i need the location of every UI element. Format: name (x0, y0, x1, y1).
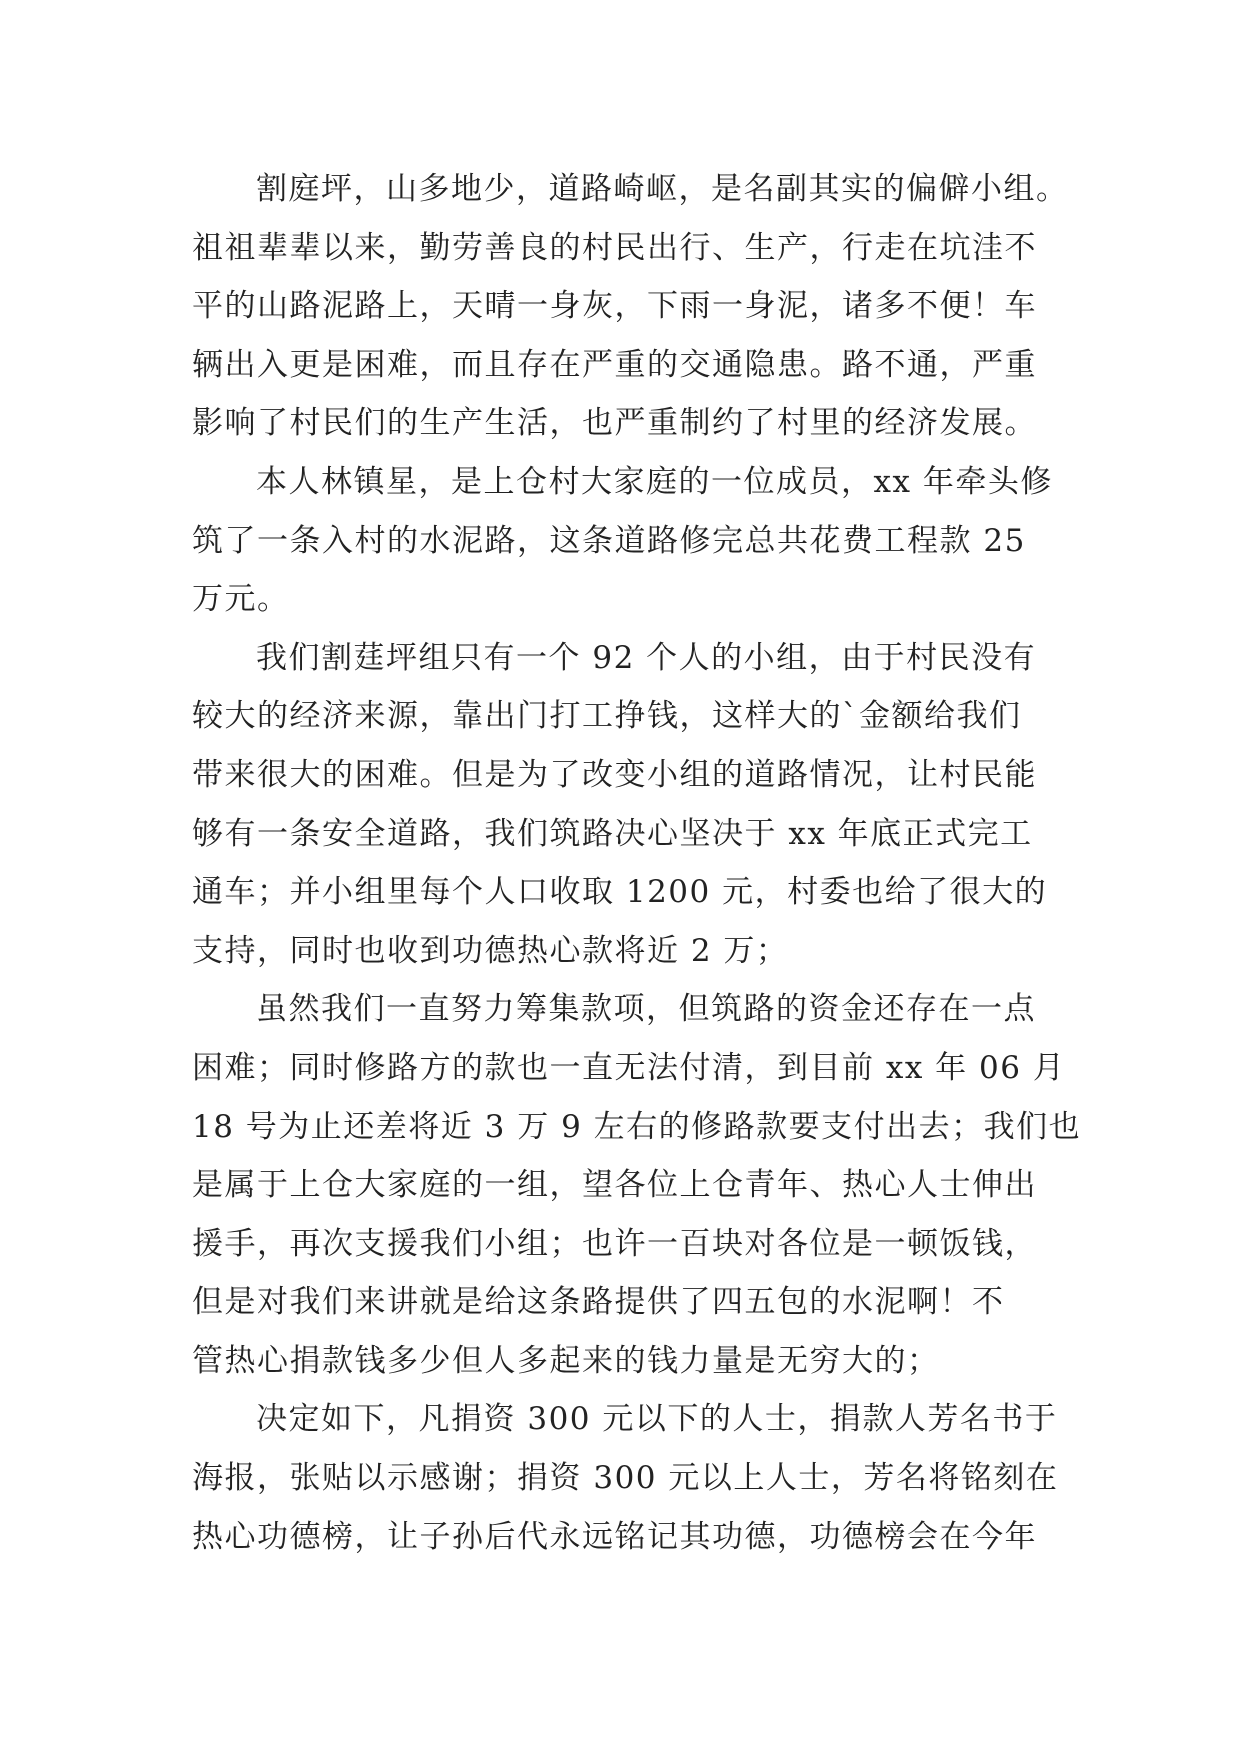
text-line: 热心功德榜，让子孙后代永远铭记其功德，功德榜会在今年 (192, 1518, 1037, 1555)
text-line: 祖祖辈辈以来，勤劳善良的村民出行、生产，行走在坑洼不 (192, 229, 1037, 266)
text-line: 18 号为止还差将近 3 万 9 左右的修路款要支付出去；我们也 (192, 1108, 1082, 1145)
paragraph-3 (192, 629, 1052, 981)
text-line: 困难；同时修路方的款也一直无法付清，到目前 xx 年 06 月 (192, 1049, 1066, 1086)
paragraph-4 (192, 980, 1082, 1390)
text-line: 管热心捐款钱多少但人多起来的钱力量是无穷大的； (192, 1342, 940, 1379)
paragraph-5 (192, 1390, 1059, 1566)
text-line: 通车；并小组里每个人口收取 1200 元，村委也给了很大的 (192, 874, 1048, 911)
text-line: 我们割莛坪组只有一个 92 个人的小组，由于村民没有 (256, 639, 1037, 676)
text-line: 本人林镇星，是上仓村大家庭的一位成员，xx 年牵头修 (256, 463, 1053, 500)
text-line: 筑了一条入村的水泥路，这条道路修完总共花费工程款 25 (192, 522, 1026, 559)
paragraph-2 (192, 453, 1052, 629)
text-line: 辆出入更是困难，而且存在严重的交通隐患。路不通，严重 (192, 346, 1037, 383)
text-line: 较大的经济来源，靠出门打工挣钱，这样大的`金额给我们 (192, 698, 1022, 735)
text-line: 援手，再次支援我们小组；也许一百块对各位是一顿饭钱， (192, 1225, 1037, 1262)
document-body (192, 160, 1082, 1566)
text-line: 平的山路泥路上，天晴一身灰，下雨一身泥，诸多不便！车 (192, 288, 1037, 325)
paragraph-1 (192, 160, 1069, 453)
text-line: 海报，张贴以示感谢；捐资 300 元以上人士，芳名将铭刻在 (192, 1460, 1059, 1497)
text-line: 影响了村民们的生产生活，也严重制约了村里的经济发展。 (192, 405, 1037, 442)
text-line: 决定如下，凡捐资 300 元以下的人士，捐款人芳名书于 (256, 1401, 1058, 1438)
text-line: 但是对我们来讲就是给这条路提供了四五包的水泥啊！不 (192, 1284, 1005, 1321)
text-line: 虽然我们一直努力筹集款项，但筑路的资金还存在一点 (256, 991, 1036, 1028)
text-line: 万元。 (192, 581, 290, 618)
text-line: 带来很大的困难。但是为了改变小组的道路情况，让村民能 (192, 756, 1037, 793)
text-line: 是属于上仓大家庭的一组，望各位上仓青年、热心人士伸出 (192, 1167, 1037, 1204)
text-line: 够有一条安全道路，我们筑路决心坚决于 xx 年底正式完工 (192, 815, 1033, 852)
text-line: 割庭坪，山多地少，道路崎岖，是名副其实的偏僻小组。 (256, 171, 1069, 207)
text-line: 支持，同时也收到功德热心款将近 2 万； (192, 932, 789, 969)
